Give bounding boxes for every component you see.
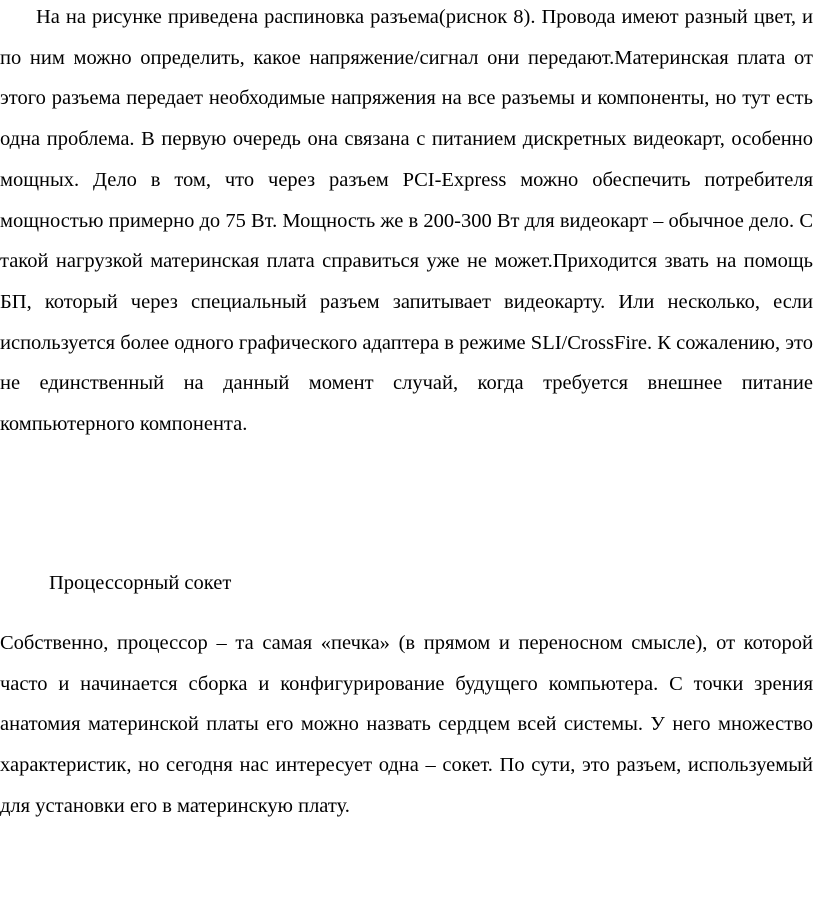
section-heading-cpu-socket: Процессорный сокет (49, 572, 232, 594)
paragraph-cpu-socket: Собственно, процессор – та самая «печка» (в прямом и переносном смысле), от которой часто и начинается сборка и конфигурирование будущего компьютера. С точки зрения анатомия материнской платы его можно назвать сердцем всей системы. У него множество характеристик, но сегодня нас интересует одна – сокет. По сути, это разъем, используемый для установки его в материнскую плату. (0, 632, 813, 817)
paragraph-power-connector: На на рисунке приведена распиновка разъема(риснок 8). Провода имеют разный цвет, и по ним можно определить, какое напряжение/сигнал они передают.Материнская плата от этого разъема передает необходимые напряжения на все разъемы и компоненты, но тут есть одна проблема. В первую очередь она связана с питанием дискретных видеокарт, особенно мощных. Дело в том, что через разъем PCI-Express можно обеспечить потребителя мощностью примерно до 75 Вт. Мощность же в 200-300 Вт для видеокарт – обычное дело. С такой нагрузкой материнская плата справиться уже не может.Приходится звать на помощь БП, который через специальный разъем запитывает видеокарту. Или несколько, если используется более одного графического адаптера в режиме SLI/CrossFire. К сожалению, это не единственный на данный момент случай, когда требуется внешнее питание компьютерного компонента. (0, 6, 813, 436)
